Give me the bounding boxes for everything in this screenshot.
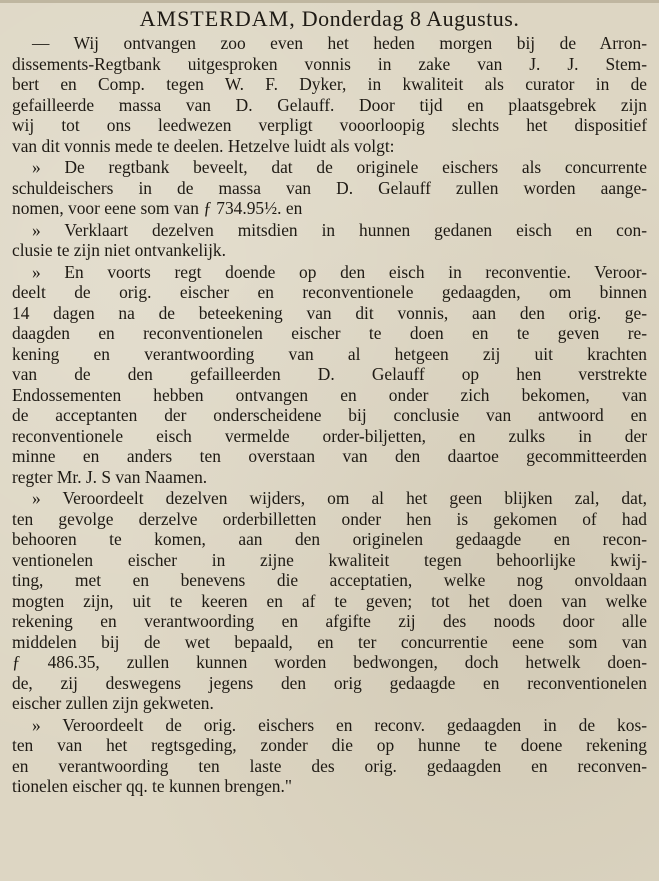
text-line: minne en anders ten overstaan van den daartoe gecommitteerden [12,446,647,466]
text-line: 14 dagen na de beteekening van dit vonnis, aan den orig. ge- [12,302,647,323]
text-line: tionelen eischer qq. te kunnen brengen." [12,776,292,796]
text-line: schuldeischers in de massa van D. Gelauff zullen worden aange- [12,177,647,198]
text-line: rekening en verantwoording en afgifte zij des noods door alle [12,611,647,631]
text-line: kening en verantwoording van al hetgeen zij uit krachten [12,343,647,364]
paragraph-verdict-5 [12,715,647,797]
cut-off-next-line [12,797,647,806]
paragraph-intro [12,33,647,156]
text-line: » En voorts regt doende op den eisch in reconventie. Veroor- [32,261,647,282]
headline-city: AMSTERDAM, [139,6,296,31]
text-line: van dit vonnis mede te deelen. Hetzelve luidt als volgt: [12,135,395,156]
text-line: eischer zullen zijn gekweten. [12,693,214,713]
text-line: de acceptanten der onderscheidene bij conclusie van antwoord en [12,405,647,425]
text-line: ventionelen eischer in zijne kwaliteit tegen behoorlijke kwij- [12,549,647,570]
text-line: gefailleerde massa van D. Gelauff. Door tijd en plaatsgebrek zijn [12,94,647,115]
text-line: deelt de orig. eischer en reconventionele gedaagden, om binnen [12,282,647,302]
text-line: Endossementen hebben ontvangen en onder zich bekomen, van [12,384,647,405]
article-headline [12,6,647,32]
text-line: mogten zijn, uit te keeren en af te geven; tot het doen van welke [12,590,647,611]
text-line: van de den gefailleerden D. Gelauff op hen verstrekte [12,364,647,384]
text-line: » Veroordeelt de orig. eischers en reconv. gedaagden in de kos- [32,714,647,735]
text-line: regter Mr. J. S van Naamen. [12,466,208,487]
text-line: daagden en reconventionelen eischer te doen en te geven re- [12,323,647,343]
text-line: » Veroordeelt dezelven wijders, om al het geen blijken zal, dat, [32,488,647,508]
text-line: dissements-Regtbank uitgesproken vonnis in zake van J. J. Stem- [12,53,647,74]
text-line: reconventionele eisch vermelde order-biljetten, en zulks in der [12,425,647,446]
text-line: nomen, voor eene som van ƒ 734.95½. en [12,198,303,218]
text-line: ten gevolge derzelve orderbilletten onder hen is gekomen of had [12,508,647,529]
text-line: behooren te komen, aan den originelen gedaagde en recon- [12,529,647,549]
text-line: bert en Comp. tegen W. F. Dyker, in kwaliteit als curator in de [12,74,647,94]
text-line: en verantwoording ten laste des orig. gedaagden en reconven- [12,755,647,776]
text-line: » Verklaart dezelven mitsdien in hunnen gedanen eisch en con- [32,219,647,240]
text-line: wij tot ons leedwezen verpligt vooorloopig slechts het dispositief [12,115,647,135]
text-line: middelen bij de wet bepaald, en ter concurrentie eene som van [12,631,647,652]
text-line: clusie te zijn niet ontvankelijk. [12,240,226,260]
paragraph-verdict-1 [12,157,647,219]
text-line: — Wij ontvangen zoo even het heden morgen bij de Arron- [32,33,647,53]
page-top-edge [0,0,659,3]
paragraph-verdict-4 [12,488,647,714]
paragraph-verdict-3 [12,262,647,488]
text-line: » De regtbank beveelt, dat de originele eischers als concurrente [32,157,647,177]
headline-date: Donderdag 8 Augustus. [301,6,520,31]
text-line: ting, met en benevens die acceptatien, welke nog onvoldaan [12,570,647,590]
text-line: ten van het regtsgeding, zonder die op hunne te doene rekening [12,735,647,755]
text-line: de, zij deswegens jegens den orig gedaagde en reconventionelen [12,672,647,693]
text-line: ƒ 486.35, zullen kunnen worden bedwongen, doch hetwelk doen- [12,652,647,672]
paragraph-verdict-2 [12,220,647,261]
